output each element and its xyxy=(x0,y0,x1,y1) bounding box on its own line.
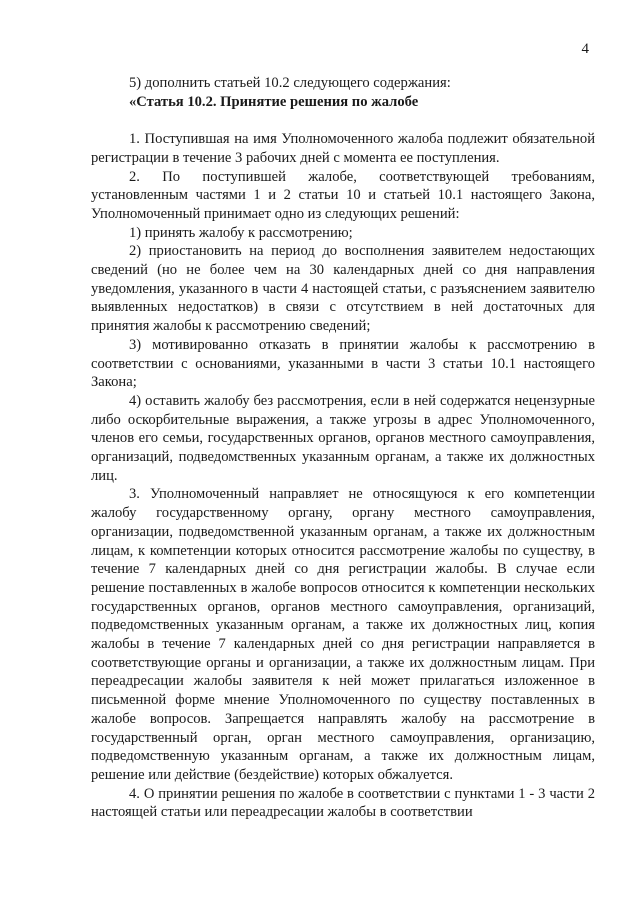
page-number: 4 xyxy=(581,41,589,57)
paragraph: 1. Поступившая на имя Уполномоченного жалоба подлежит обязательной регистрации в течение 3 рабочих дней с момента ее поступления. xyxy=(91,131,595,166)
paragraph: 4. О принятии решения по жалобе в соответствии с пунктами 1 - 3 части 2 настоящей статьи или переадресации жалобы в соответствии xyxy=(91,785,595,821)
amendment-intro: 5) дополнить статьей 10.2 следующего содержания: xyxy=(129,75,451,91)
list-item: 1) принять жалобу к рассмотрению; xyxy=(129,224,353,241)
article-title: «Статья 10.2. Принятие решения по жалобе xyxy=(129,93,419,110)
paragraph: 3. Уполномоченный направляет не относящуюся к его компетенции жалобу государственному органу, органу местного самоуправления, организации, подведомственной указанным органам, а также их должностным лицам, к компетенции которых относится рассмотрение жалобы по существу, в течение 7 календарных дней со дня регистрации жалобы. В случае если решение поставленных в жалобе вопросов относится к компетенции нескольких государственных органов, органов местного самоуправления, организаций, подведомственных указанным органам, а также их должностных лиц, копия жалобы в течение 7 календарных дней со дня регистрации направляется в соответствующие органы и организации, а также их должностным лицам. При переадресации жалобы заявителя к ней может прилагаться изложенное в письменной форме мнение Уполномоченного по существу поставленных в жалобе вопросов. Запрещается направлять жалобу на рассмотрение в государственный орган, орган местного самоуправления, организацию, подведомственную указанным органам, а также их должностным лицам, решение или действие (бездействие) которых обжалуется. xyxy=(91,486,595,783)
document-body xyxy=(91,74,595,822)
list-item: 4) оставить жалобу без рассмотрения, если в ней содержатся нецензурные либо оскорбительные выражения, а также угрозы в адрес Уполномоченного, членов его семьи, государственных органов, органов местного самоуправления, организаций, подведомственных указанным органам, а также их должностных лиц. xyxy=(91,392,595,484)
list-item: 3) мотивированно отказать в принятии жалобы к рассмотрению в соответствии с основаниями, указанными в части 3 статьи 10.1 настоящего Закона; xyxy=(91,336,595,391)
paragraph: 2. По поступившей жалобе, соответствующей требованиям, установленным частями 1 и 2 статьи 10 и статьей 10.1 настоящего Закона, Уполномоченный принимает одно из следующих решений: xyxy=(91,168,595,222)
list-item: 2) приостановить на период до восполнения заявителем недостающих сведений (но не более чем на 30 календарных дней со дня направления уведомления, указанного в части 4 настоящей статьи, с разъяснением заявителю выявленных недостатков) в связи с отсутствием в ней достаточных для принятия жалобы к рассмотрению сведений; xyxy=(91,243,595,335)
